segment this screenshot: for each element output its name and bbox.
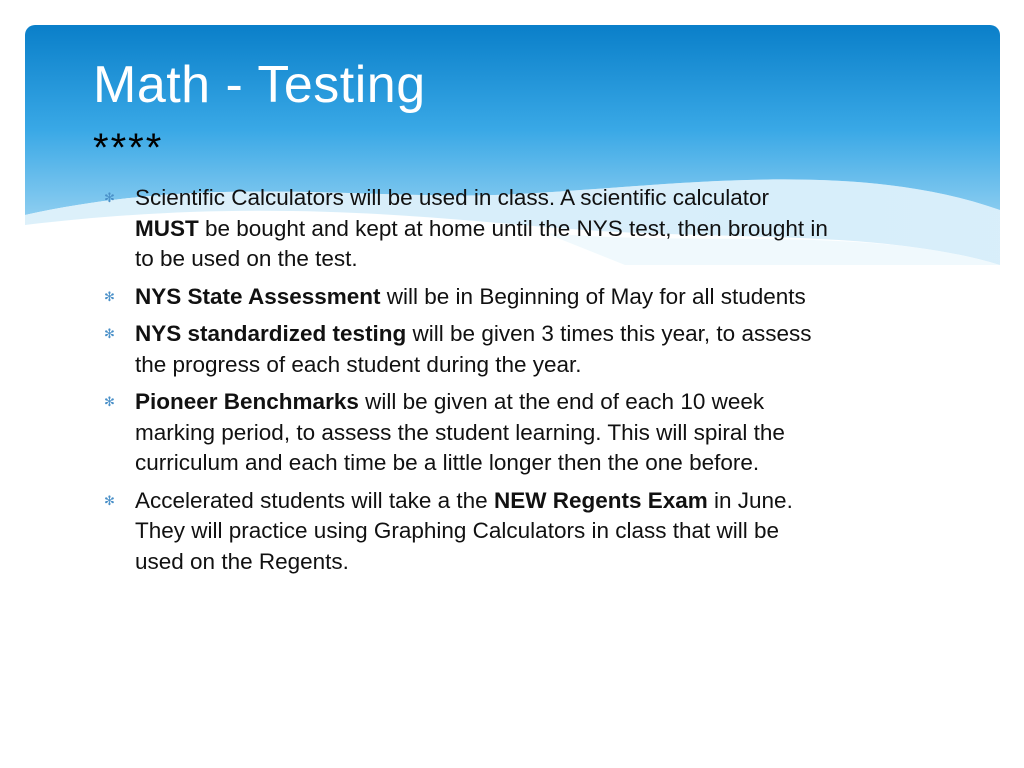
bullet-text: in June. They will practice using Graphing Calculators in class that will be used on the Regents. — [135, 487, 793, 574]
asterisk-bullet-icon: ✻ — [104, 394, 115, 409]
bullet-text: Accelerated students will take a the — [135, 487, 494, 513]
bullet-item — [104, 319, 834, 380]
asterisk-bullet-icon: ✻ — [104, 288, 115, 304]
bullet-list — [104, 183, 834, 584]
bullet-emphasis: NYS standardized testing — [135, 321, 407, 346]
bullet-item — [104, 282, 834, 313]
bullet-item — [104, 387, 834, 479]
asterisk-bullet-icon: ✻ — [104, 190, 115, 205]
bullet-text: will be in Beginning of May for all students — [380, 283, 806, 309]
asterisk-bullet-icon: ✻ — [104, 492, 115, 508]
bullet-emphasis: Pioneer Benchmarks — [135, 389, 359, 414]
bullet-text: Scientific Calculators will be used in class. A scientific calculator — [135, 185, 770, 210]
slide-title: Math - Testing — [93, 56, 426, 114]
bullet-emphasis: NYS State Assessment — [135, 283, 381, 309]
bullet-emphasis: NEW Regents Exam — [493, 487, 708, 513]
asterisk-bullet-icon: ✻ — [104, 326, 115, 341]
bullet-text: will be given at the end of each 10 week marking period, to assess the student learning. This will spiral the curriculum and each time be a little longer then the one before. — [135, 389, 785, 475]
slide-subtitle: **** — [93, 126, 164, 170]
bullet-text: be bought and kept at home until the NYS test, then brought in to be used on the test. — [135, 215, 828, 271]
bullet-item — [104, 183, 834, 275]
bullet-item — [104, 486, 834, 578]
bullet-emphasis: MUST — [135, 215, 199, 241]
bullet-text: will be given 3 times this year, to assess the progress of each student during the year. — [135, 321, 812, 377]
